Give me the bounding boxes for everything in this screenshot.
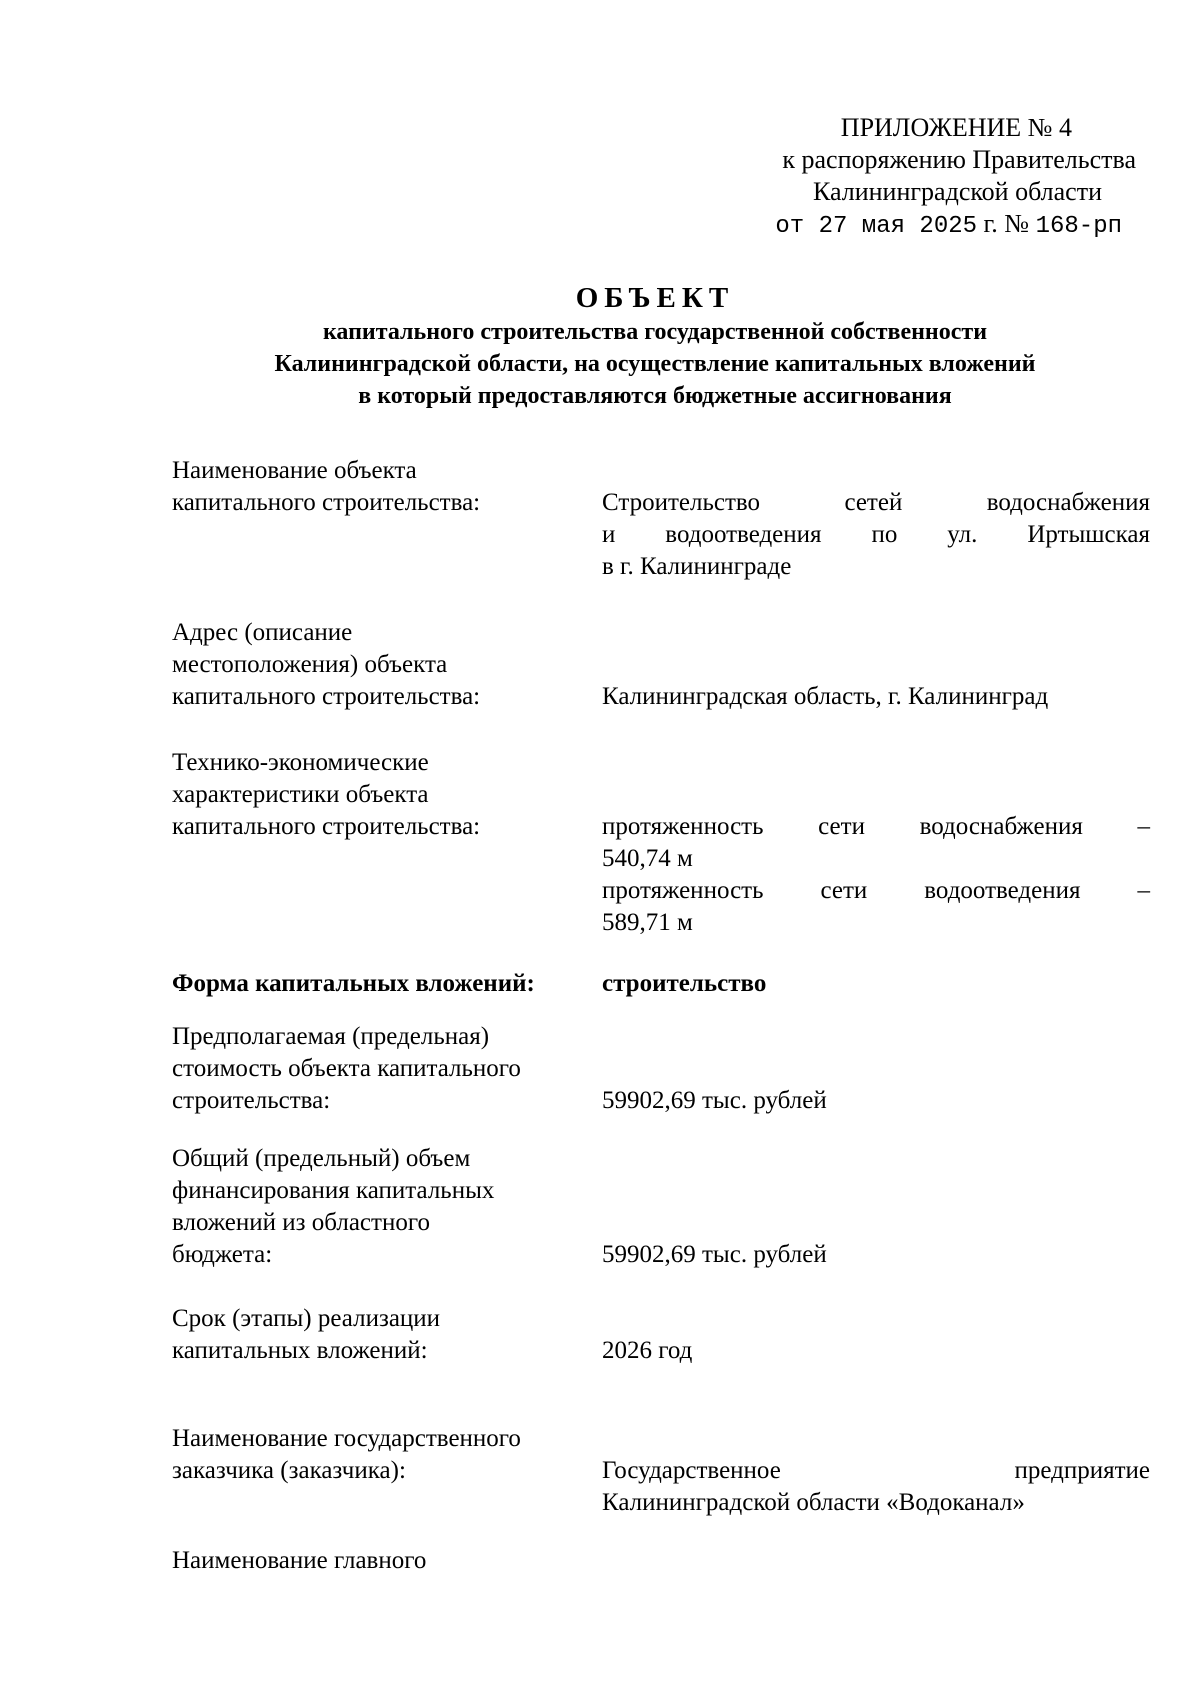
value-line: Калининградская область, г. Калининград bbox=[602, 683, 1049, 710]
appendix-date: от 27 мая 2025 bbox=[775, 213, 978, 240]
label-line: Общий (предельный) объем bbox=[172, 1145, 471, 1172]
label-term bbox=[172, 1303, 592, 1367]
label-estimated-cost bbox=[172, 1021, 592, 1117]
label-line: капитального строительства: bbox=[172, 489, 481, 516]
label-line: заказчика (заказчика): bbox=[172, 1457, 406, 1484]
label-line: Технико-экономические bbox=[172, 749, 429, 776]
appendix-order-number: 168-рп bbox=[1035, 213, 1122, 240]
drainage-value: 589,71 м bbox=[602, 909, 693, 936]
label-financing bbox=[172, 1143, 592, 1271]
appendix-title: ПРИЛОЖЕНИЕ № 4 bbox=[840, 113, 1072, 142]
value-term bbox=[602, 1335, 1150, 1367]
appendix-date-separator: г. № bbox=[977, 209, 1036, 238]
appendix-date-line bbox=[616, 208, 1136, 243]
title-line-1: капитального строительства государственной собственности bbox=[322, 319, 988, 345]
value-line: в г. Калининграде bbox=[602, 553, 792, 580]
value-object-name bbox=[602, 487, 1150, 583]
label-specs bbox=[172, 747, 592, 843]
label-line: местоположения) объекта bbox=[172, 651, 448, 678]
label-line: Наименование государственного bbox=[172, 1425, 521, 1452]
label-line: стоимость объекта капитального bbox=[172, 1055, 521, 1082]
title-line-3: в который предоставляются бюджетные ассигнования bbox=[358, 383, 952, 409]
value-line: и водоотведения по ул. Иртышская bbox=[602, 521, 1150, 548]
label-line: вложений из областного bbox=[172, 1209, 430, 1236]
value-address bbox=[602, 681, 1150, 713]
drainage-line: протяженность сети водоотведения – bbox=[602, 877, 1150, 904]
document-title: ОБЪЕКТ bbox=[575, 282, 735, 314]
label-line: Предполагаемая (предельная) bbox=[172, 1023, 490, 1050]
value-line: 2026 год bbox=[602, 1337, 693, 1364]
label-investment-form: Форма капитальных вложений: bbox=[172, 970, 535, 997]
value-specs bbox=[602, 811, 1150, 939]
appendix-header bbox=[616, 112, 1136, 243]
value-line: 59902,69 тыс. рублей bbox=[602, 1241, 827, 1268]
water-supply-value: 540,74 м bbox=[602, 845, 693, 872]
label-line: финансирования капитальных bbox=[172, 1177, 495, 1204]
title-line-2: Калининградской области, на осуществление капитальных вложений bbox=[274, 351, 1036, 377]
value-estimated-cost bbox=[602, 1085, 1150, 1117]
water-supply-line: протяженность сети водоснабжения – bbox=[602, 813, 1150, 840]
value-financing bbox=[602, 1239, 1150, 1271]
label-line: характеристики объекта bbox=[172, 781, 429, 808]
value-line: 59902,69 тыс. рублей bbox=[602, 1087, 827, 1114]
label-line: бюджета: bbox=[172, 1241, 273, 1268]
document-title-block bbox=[120, 280, 1190, 412]
label-main-manager: Наименование главного bbox=[172, 1547, 427, 1574]
appendix-line-region: Калининградской области bbox=[812, 177, 1102, 206]
value-line: Калининградской области «Водоканал» bbox=[602, 1489, 1025, 1516]
label-line: капитального строительства: bbox=[172, 813, 481, 840]
label-line: капитального строительства: bbox=[172, 683, 481, 710]
label-line: строительства: bbox=[172, 1087, 331, 1114]
value-line: Строительство сетей водоснабжения bbox=[602, 489, 1150, 516]
value-investment-form bbox=[602, 968, 1150, 1000]
label-line: Срок (этапы) реализации bbox=[172, 1305, 441, 1332]
label-line: Наименование объекта bbox=[172, 457, 417, 484]
value-line: Государственное предприятие bbox=[602, 1457, 1150, 1484]
label-line: капитальных вложений: bbox=[172, 1337, 428, 1364]
value-customer bbox=[602, 1455, 1150, 1519]
label-object-name bbox=[172, 455, 592, 519]
label-address bbox=[172, 617, 592, 713]
value-line: строительство bbox=[602, 970, 767, 997]
label-customer bbox=[172, 1423, 592, 1487]
label-line: Адрес (описание bbox=[172, 619, 353, 646]
appendix-line-order: к распоряжению Правительства bbox=[782, 145, 1136, 174]
